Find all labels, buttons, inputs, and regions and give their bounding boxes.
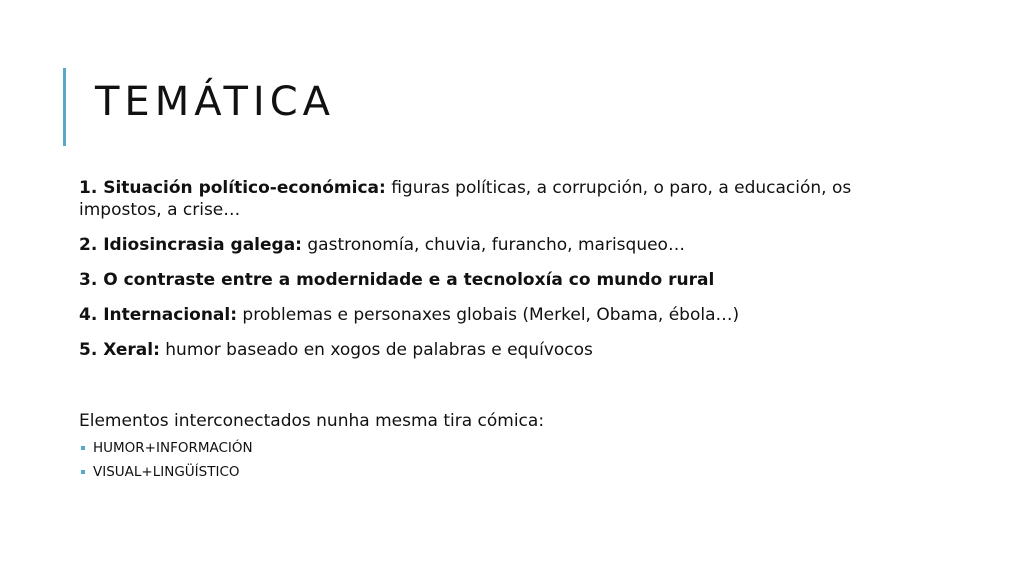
topic-item-2 [79,234,899,256]
topic-text-1: figuras políticas, a corrupción, o paro, a educación, os impostos, a crise… [79,178,852,220]
spacer [79,374,899,410]
topic-text-4: problemas e personaxes globais (Merkel, Obama, ébola…) [237,305,740,325]
list-item [79,460,899,484]
topic-text-5: humor baseado en xogos de palabras e equívocos [159,340,593,360]
slide-body [79,177,899,484]
bullet-text-1: HUMOR+INFORMACIÓN [93,440,253,456]
elements-list [79,436,899,484]
elements-intro: Elementos interconectados nunha mesma tira cómica: [79,411,545,431]
topic-item-4 [79,304,899,326]
slide-title: TEMÁTICA [95,79,335,125]
topic-lead-2: 2. Idiosincrasia galega: [79,235,302,255]
title-accent-bar [63,68,66,146]
topic-text-2: gastronomía, chuvia, furancho, marisqueo… [301,235,685,255]
bullet-square-icon [81,446,85,450]
list-item [79,436,899,460]
topic-lead-4: 4. Internacional: [79,305,238,325]
topic-item-1 [79,177,899,221]
bullet-square-icon [81,470,85,474]
topic-lead-1: 1. Situación político-económica: [79,178,386,198]
bullet-text-2: VISUAL+LINGÜÍSTICO [93,464,240,480]
topic-lead-5: 5. Xeral: [79,340,160,360]
topic-item-5 [79,339,899,361]
topic-lead-3: 3. O contraste entre a modernidade e a tecnoloxía co mundo rural [79,270,715,290]
topic-item-3 [79,269,899,291]
